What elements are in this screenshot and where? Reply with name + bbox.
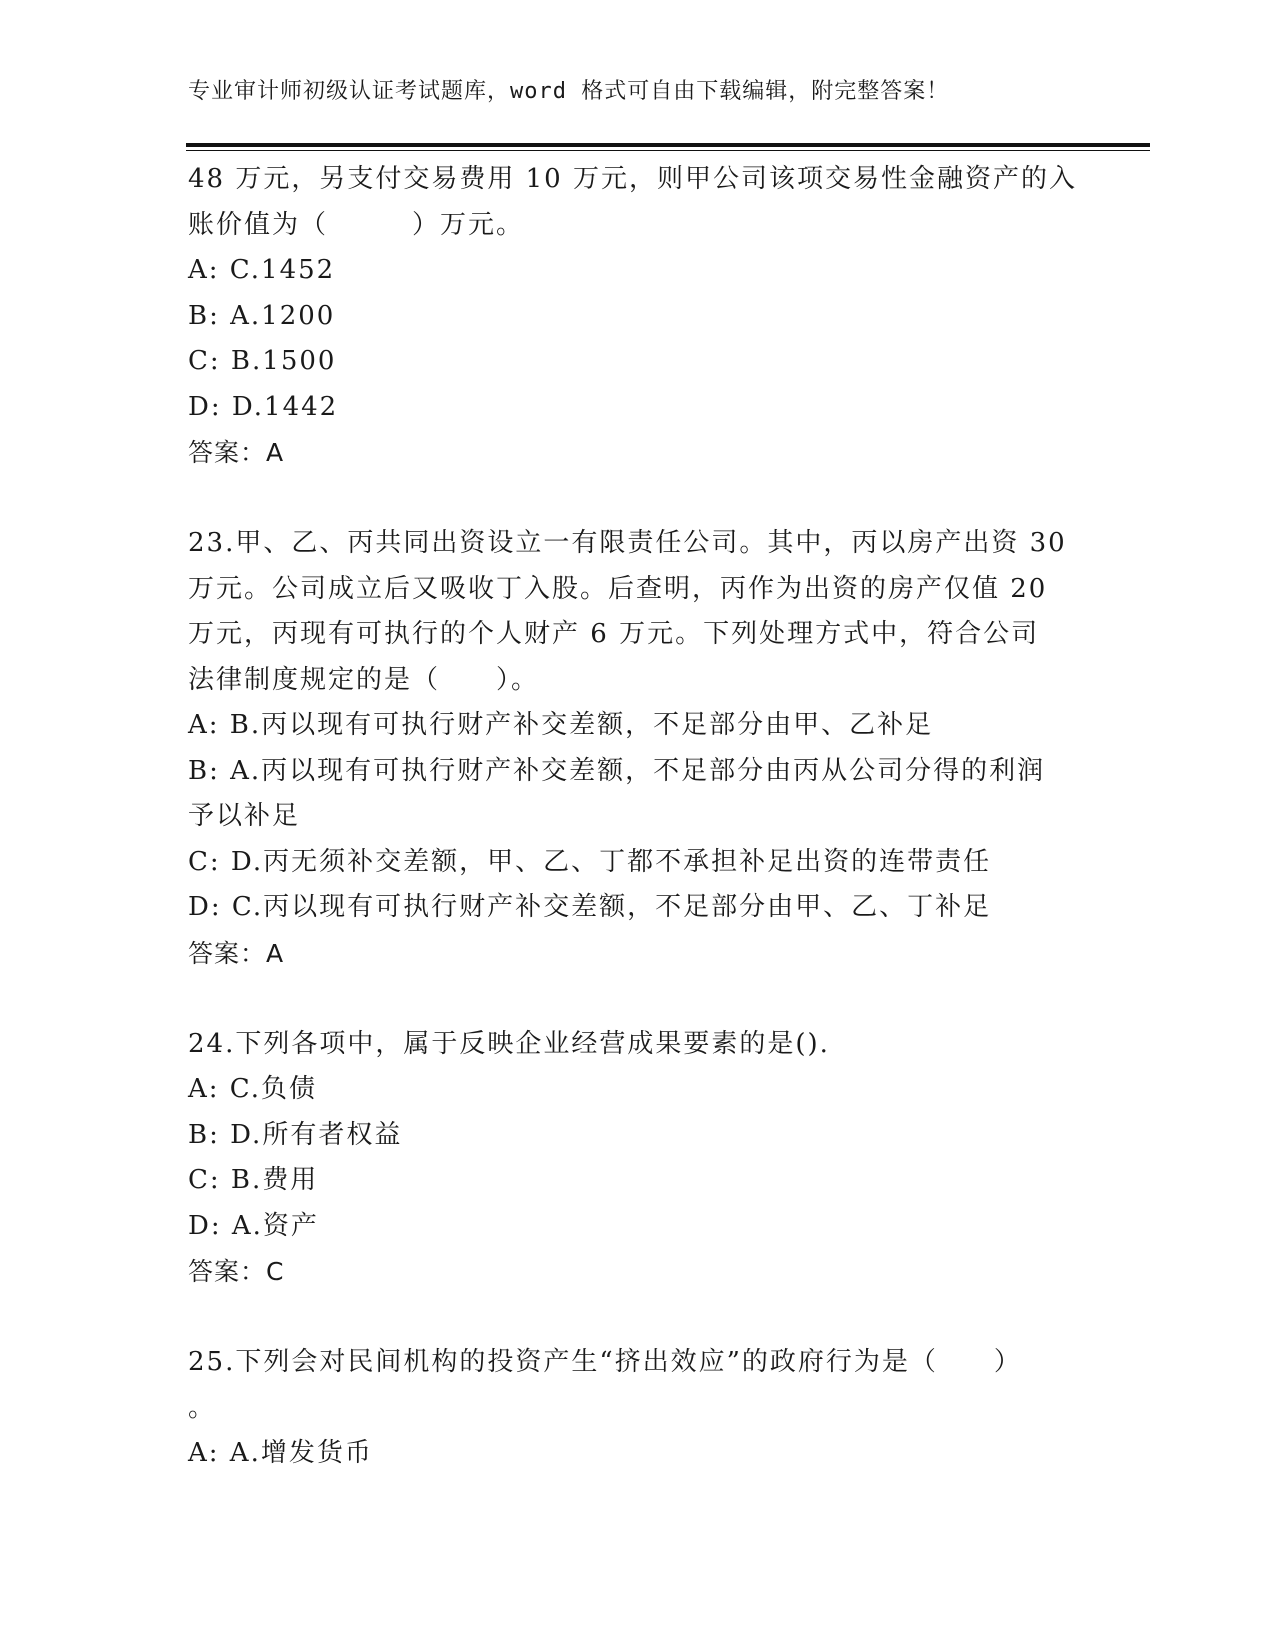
- option-d: D: A.资产: [188, 1210, 319, 1241]
- question-stem-line: 24.下列各项中，属于反映企业经营成果要素的是().: [188, 1028, 830, 1059]
- option-b: B: A.丙以现有可执行财产补交差额，不足部分由丙从公司分得的利润: [188, 755, 1046, 786]
- option-b: B: D.所有者权益: [188, 1119, 403, 1150]
- page-header: 专业审计师初级认证考试题库，word 格式可自由下载编辑，附完整答案！: [188, 79, 950, 104]
- question-stem-line: 48 万元，另支付交易费用 10 万元，则甲公司该项交易性金融资产的入: [188, 164, 1077, 194]
- question-stem-line: 万元。公司成立后又吸收丁入股。后查明，丙作为出资的房产仅值 20: [188, 573, 1048, 604]
- question-stem-line: 25.下列会对民间机构的投资产生“挤出效应”的政府行为是（ ）: [188, 1347, 1022, 1377]
- question-22: [188, 157, 1088, 476]
- question-24: [188, 1022, 1088, 1295]
- question-content: [188, 157, 1088, 1477]
- answer: 答案：A: [188, 938, 285, 968]
- option-a: A: C.1452: [188, 255, 336, 285]
- option-a: A: C.负债: [188, 1074, 318, 1104]
- question-stem-line: 23.甲、乙、丙共同出资设立一有限责任公司。其中，丙以房产出资 30: [188, 528, 1067, 558]
- option-a: A: A.增发货币: [188, 1438, 373, 1468]
- question-23: [188, 521, 1088, 976]
- option-d: D: D.1442: [188, 391, 339, 422]
- answer: 答案：C: [188, 1257, 285, 1286]
- spacer: [188, 1295, 1088, 1341]
- spacer: [188, 976, 1088, 1022]
- header-rule-thin: [186, 150, 1150, 151]
- option-a: A: B.丙以现有可执行财产补交差额，不足部分由甲、乙补足: [188, 710, 934, 740]
- header-rule-thick: [186, 143, 1150, 147]
- question-stem-line: 账价值为（ ）万元。: [188, 209, 525, 240]
- option-c: C: D.丙无须补交差额，甲、乙、丁都不承担补足出资的连带责任: [188, 846, 992, 877]
- option-b-continued: 予以补足: [188, 801, 301, 831]
- question-25: [188, 1340, 1088, 1477]
- question-stem-line: 法律制度规定的是（ ）。: [188, 664, 540, 695]
- option-d: D: C.丙以现有可执行财产补交差额，不足部分由甲、乙、丁补足: [188, 892, 992, 922]
- option-b: B: A.1200: [188, 300, 336, 331]
- option-c: C: B.1500: [188, 346, 337, 376]
- question-stem-line: 万元，丙现有可执行的个人财产 6 万元。下列处理方式中，符合公司: [188, 619, 1040, 649]
- option-c: C: B.费用: [188, 1165, 319, 1195]
- spacer: [188, 476, 1088, 522]
- question-stem-line: 。: [188, 1392, 217, 1423]
- answer: 答案：A: [188, 438, 285, 467]
